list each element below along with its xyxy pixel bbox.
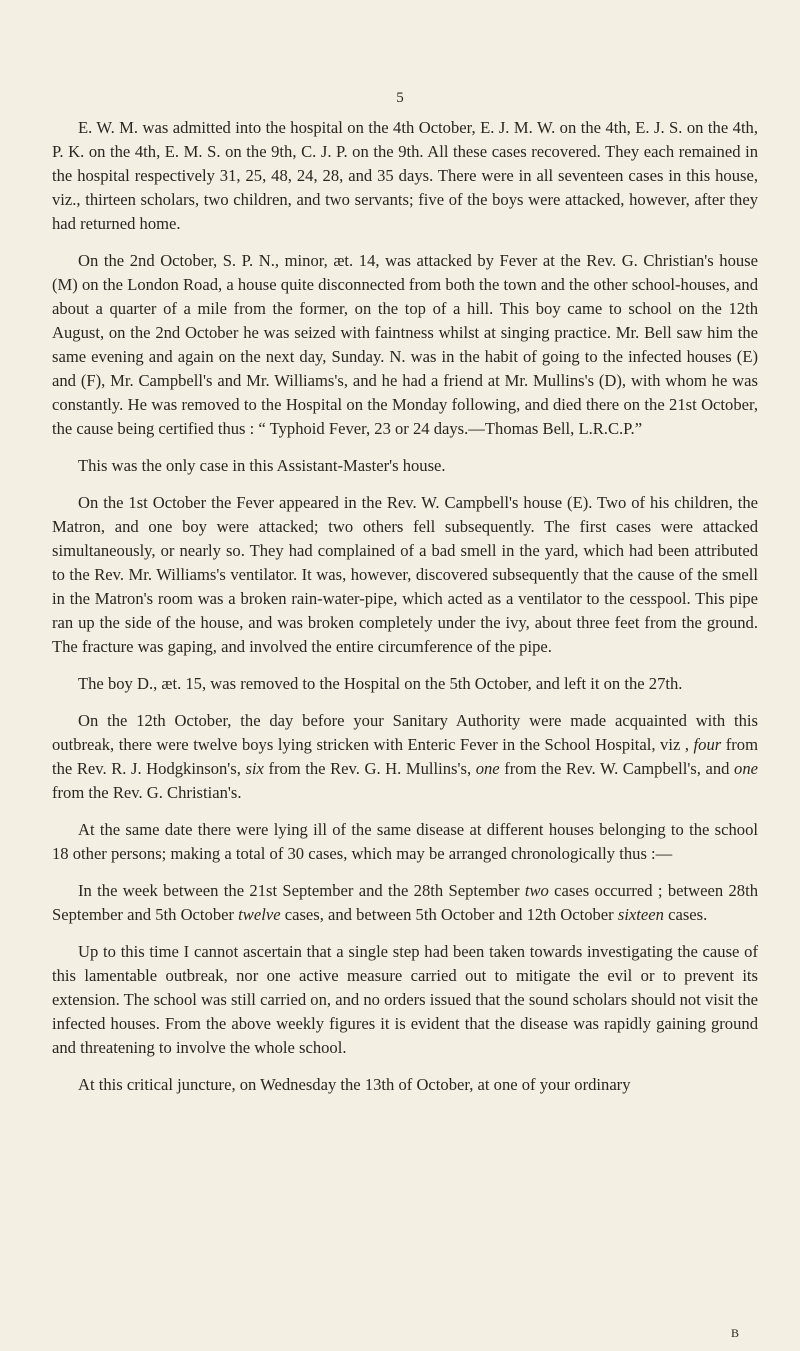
paragraph	[52, 672, 758, 696]
paragraph	[52, 709, 758, 805]
paragraph	[52, 879, 758, 927]
body-text	[52, 116, 758, 1110]
paragraph	[52, 454, 758, 478]
paragraph	[52, 491, 758, 659]
text-run: cases, and between 5th October and 12th October	[280, 905, 618, 924]
text-run: On the 1st October the Fever appeared in the Rev. W. Campbell's house (E). Two of his children, the Matron, and one boy were attacked; two others fell subsequently. The first cases were attacked simultaneously, or nearly so. They had complained of a bad smell in the yard, which had been attributed to the Rev. Mr. Williams's ventilator. It was, however, discovered subsequently that the cause of the smell in the Matron's room was a broken rain-water-pipe, which acted as a ventilator to the cesspool. This pipe ran up the side of the house, and was broken completely under the ivy, about three feet from the ground. The fracture was gaping, and involved the entire circumference of the pipe.	[52, 493, 758, 656]
italic-text: six	[245, 759, 264, 778]
text-run: At this critical juncture, on Wednesday the 13th of October, at one of your ordinary	[78, 1075, 631, 1094]
text-run: from the Rev. G. Christian's.	[52, 783, 242, 802]
text-run: On the 12th October, the day before your Sanitary Authority were made acquainted with this outbreak, there were twelve boys lying stricken with Enteric Fever in the School Hospital, viz ,	[52, 711, 758, 754]
text-run: This was the only case in this Assistant-Master's house.	[78, 456, 446, 475]
text-run: Up to this time I cannot ascertain that a single step had been taken towards investigating the cause of this lamentable outbreak, nor one active measure carried out to mitigate the evil or to prevent its extension. The school was still carried on, and no orders issued that the sound scholars should not visit the infected houses. From the above weekly figures it is evident that the disease was rapidly gaining ground and threatening to involve the whole school.	[52, 942, 758, 1057]
text-run: cases.	[663, 905, 708, 924]
italic-text: four	[693, 735, 722, 754]
signature-mark: B	[731, 1326, 740, 1340]
text-run: from the Rev. R. J. Hodgkinson's,	[52, 735, 759, 778]
text-run: from the Rev. G. H. Mullins's,	[263, 759, 476, 778]
text-run: cases occurred ; between 28th September and 5th October	[52, 881, 759, 924]
text-run: On the 2nd October, S. P. N., minor, æt. 14, was attacked by Fever at the Rev. G. Christian's house (M) on the London Road, a house quite disconnected from both the town and the other school-houses, and about a quarter of a mile from the former, on the top of a hill. This boy came to school on the 12th August, on the 2nd October he was seized with faintness whilst at singing practice. Mr. Bell saw him the same evening and again on the next day, Sunday. N. was in the habit of going to the infected houses (E) and (F), Mr. Campbell's and Mr. Williams's, and he had a friend at Mr. Mullins's (D), with whom he was constantly. He was removed to the Hospital on the Monday following, and died there on the 21st October, the cause being certified thus : “ Typhoid Fever, 23 or 24 days.—Thomas Bell, L.R.C.P.”	[52, 251, 758, 438]
italic-text: sixteen	[617, 905, 664, 924]
text-run: The boy D., æt. 15, was removed to the Hospital on the 5th October, and left it on the 27th.	[78, 674, 683, 693]
text-run: In the week between the 21st September and the 28th September	[78, 881, 525, 900]
page-number: 5	[396, 90, 404, 106]
paragraph	[52, 818, 758, 866]
text-run: E. W. M. was admitted into the hospital on the 4th October, E. J. M. W. on the 4th, E. J. S. on the 4th, P. K. on the 4th, E. M. S. on the 9th, C. J. P. on the 9th. All these cases recovered. They each remained in the hospital respectively 31, 25, 48, 24, 28, and 35 days. There were in all seventeen cases in this house, viz., thirteen scholars, two children, and two servants; five of the boys were attacked, however, after they had returned home.	[52, 118, 758, 233]
paragraph	[52, 249, 758, 441]
text-run: At the same date there were lying ill of the same disease at different houses belonging to the school 18 other persons; making a total of 30 cases, which may be arranged chronologically thus :—	[52, 820, 758, 863]
italic-text: twelve	[238, 905, 281, 924]
italic-text: one	[734, 759, 758, 778]
italic-text: one	[475, 759, 500, 778]
italic-text: two	[524, 881, 549, 900]
paragraph	[52, 116, 758, 236]
text-run: from the Rev. W. Campbell's, and	[499, 759, 735, 778]
paragraph	[52, 940, 758, 1060]
paragraph	[52, 1073, 758, 1097]
